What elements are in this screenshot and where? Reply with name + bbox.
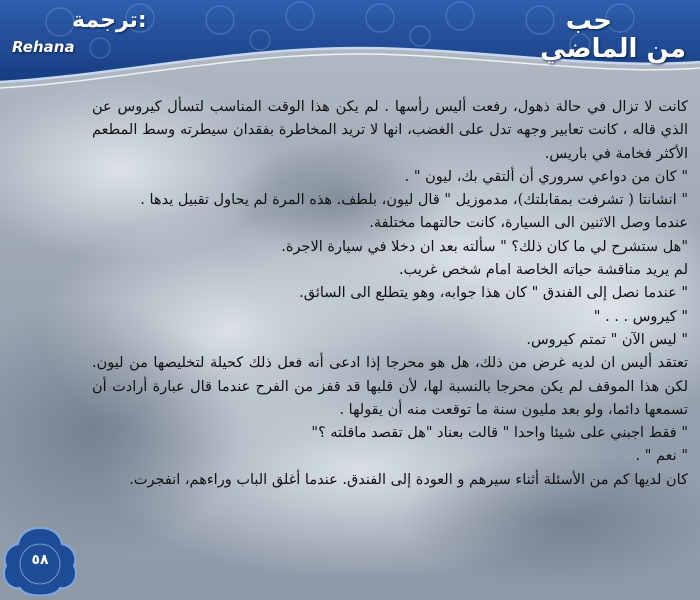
paragraph: " كيروس . . . " — [593, 308, 688, 325]
paragraph: لم يريد مناقشة حياته الخاصة امام شخص غريب. — [398, 262, 688, 279]
paragraph: " نعم " . — [635, 448, 688, 465]
paragraph: تعتقد أليس ان لديه غرض من ذلك، هل هو محرجا إذا ادعى أنه فعل ذلك كحيلة لتخليصها من ليون. لكن هذا الموقف لم يكن محرجا بالنسبة لها، لأن قلبها قد قفز من الفرح عندما قال عبارة أرادت أن تسمعها دائما، ولو بعد مليون سنة ما توقعت منه أن يقولها . — [92, 355, 688, 418]
paragraph: " كان من دواعي سروري أن ألتقي بك، ليون " . — [404, 168, 688, 185]
paragraph: " انشانتا ( تشرفت بمقابلتك)، مدموزيل " قال ليون، بلطف. هذه المرة لم يحاول تقبيل يدها . — [140, 192, 688, 209]
translation-label: ترجمة: — [72, 8, 147, 33]
paragraph: كانت لا تزال في حالة ذهول، رفعت أليس رأسها . لم يكن هذا الوقت المناسب لتسأل كيروس عن الذي قاله ، كانت تعابير وجهه تدل على الغضب، انها لا تريد المخاطرة بفقدان سيطرته وسط المطعم الأكثر فخامة في باريس. — [92, 99, 688, 162]
translator-name: Rehana — [12, 38, 75, 56]
paragraph: "هل ستشرح لي ما كان ذلك؟ " سألته بعد ان دخلا في سيارة الاجرة. — [281, 238, 688, 255]
chapter-title-line-2: من الماضي — [540, 34, 686, 64]
page-number: ٥٨ — [31, 552, 49, 568]
paragraph: كان لديها كم من الأسئلة أثناء سيرهم و العودة إلى الفندق. عندما أغلق الباب وراءهم، انفجرت. — [129, 471, 688, 488]
paragraph: " ليس الآن " تمتم كيروس. — [526, 331, 688, 348]
story-text — [92, 96, 688, 492]
paragraph: " فقط اجبني على شيئا واحدا " قالت بعناد "هل تقصد ماقلته ؟" — [311, 425, 688, 442]
chapter-title-line-1: حب — [565, 6, 612, 36]
paragraph: عندما وصل الاثنين الى السيارة، كانت حالتهما مختلفة. — [369, 215, 688, 232]
paragraph: " عندما نصل إلى الفندق " كان هذا جوابه، وهو يتطلع الى السائق. — [299, 285, 688, 302]
